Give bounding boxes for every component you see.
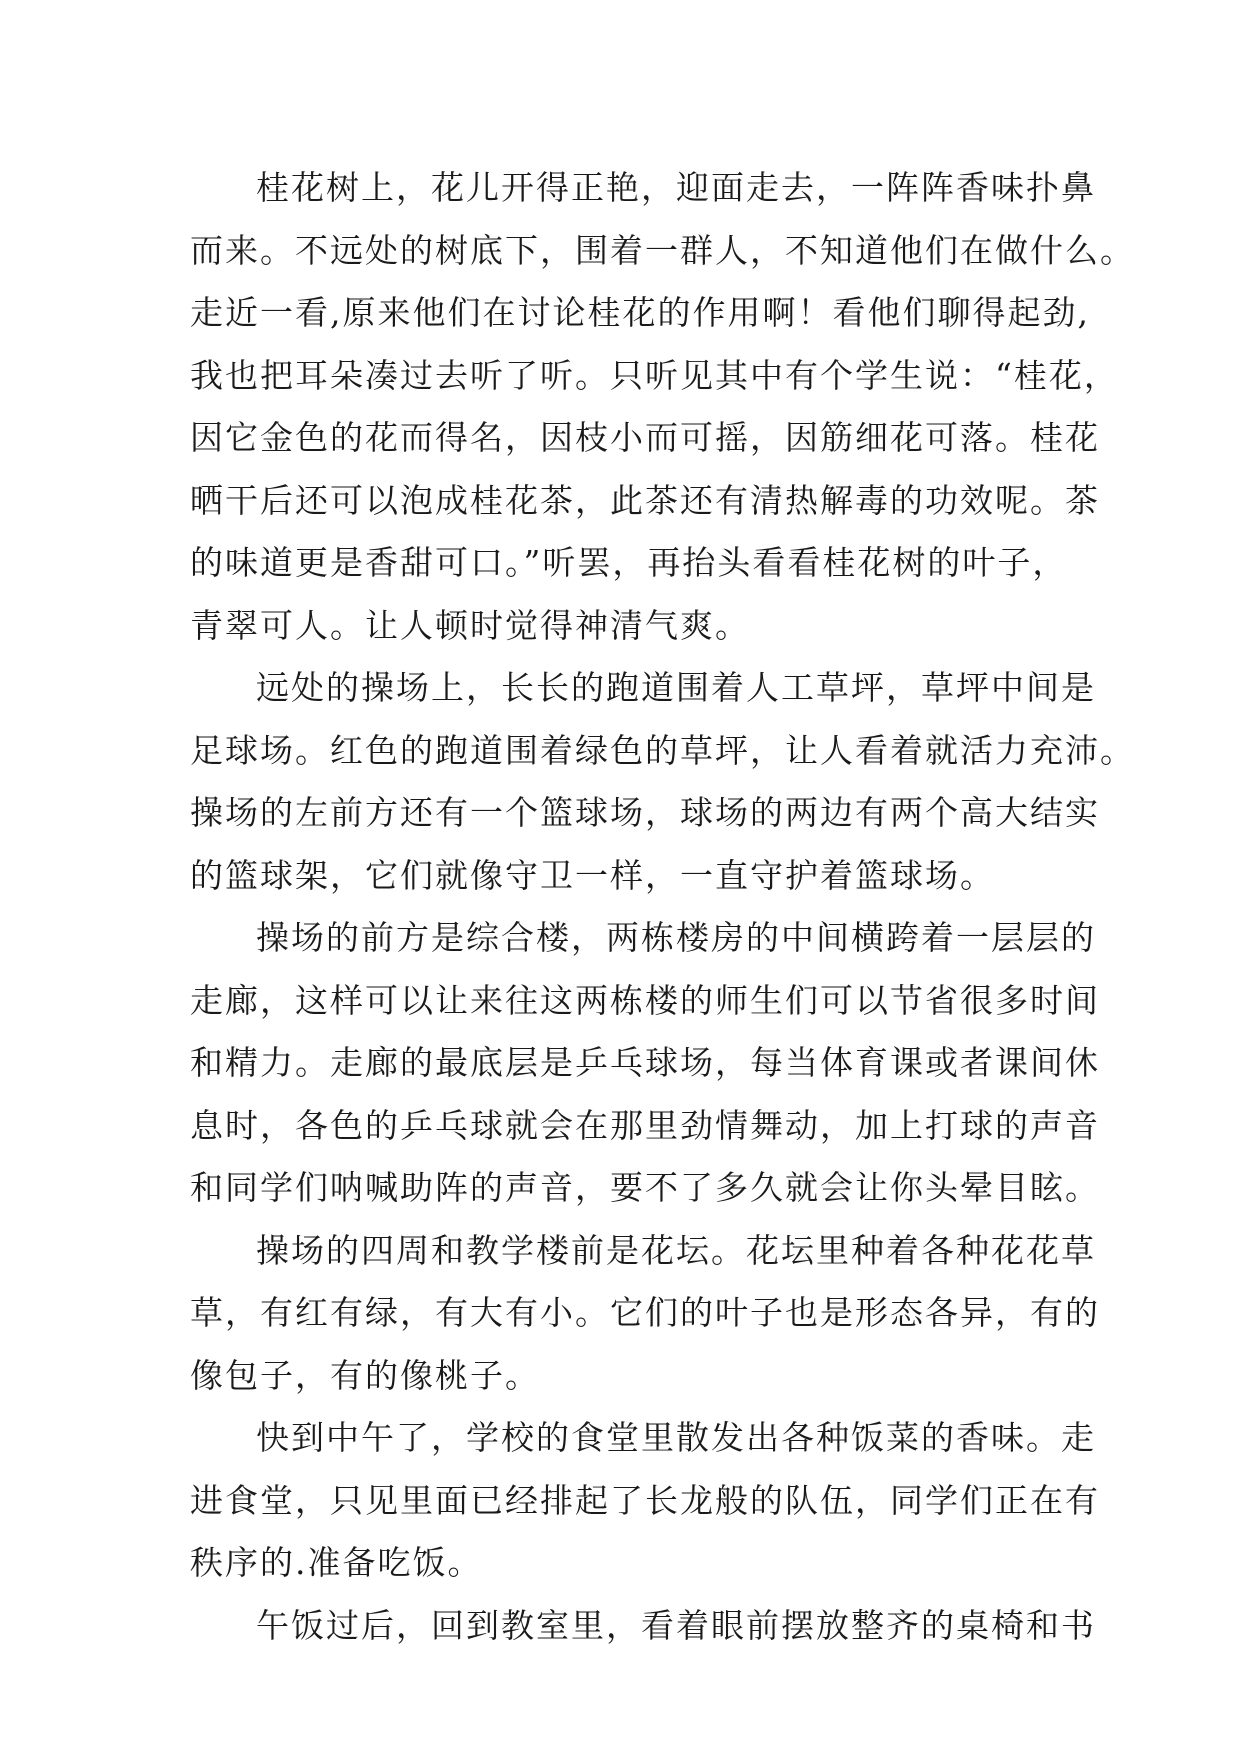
paragraph-3-line-4: 息时，各色的乒乓球就会在那里劲情舞动，加上打球的声音	[190, 1105, 1100, 1145]
paragraph-2-line-3: 操场的左前方还有一个篮球场，球场的两边有两个高大结实	[190, 793, 1100, 832]
paragraph-2-line-2: 足球场。红色的跑道围着绿色的草坪，让人看着就活力充沛。	[190, 730, 1135, 770]
paragraph-1-line-4: 我也把耳朵凑过去听了听。只听见其中有个学生说：“桂花，	[190, 355, 1119, 395]
paragraph-3-line-1: 操场的前方是综合楼，两栋楼房的中间横跨着一层层的	[256, 918, 1096, 957]
paragraph-3-line-5: 和同学们呐喊助阵的声音，要不了多久就会让你头晕目眩。	[190, 1168, 1100, 1207]
paragraph-5-line-2: 进食堂，只见里面已经排起了长龙般的队伍，同学们正在有	[190, 1480, 1100, 1520]
paragraph-6-line-1: 午饭过后，回到教室里，看着眼前摆放整齐的桌椅和书	[256, 1605, 1096, 1645]
paragraph-1-line-6: 晒干后还可以泡成桂花茶，此茶还有清热解毒的功效呢。茶	[190, 480, 1100, 520]
paragraph-1-line-5: 因它金色的花而得名，因枝小而可摇，因筋细花可落。桂花	[190, 418, 1100, 457]
paragraph-2-line-4: 的篮球架，它们就像守卫一样，一直守护着篮球场。	[190, 855, 995, 895]
paragraph-1-line-8: 青翠可人。让人顿时觉得神清气爽。	[190, 605, 750, 645]
paragraph-1-line-7: 的味道更是香甜可口。”听罢，再抬头看看桂花树的叶子，	[190, 543, 1068, 582]
document-body	[190, 157, 1135, 1657]
paragraph-4-line-3: 像包子，有的像桃子。	[190, 1355, 540, 1395]
paragraph-5-line-3: 秩序的.准备吃饭。	[190, 1543, 483, 1582]
paragraph-4-line-2: 草，有红有绿，有大有小。它们的叶子也是形态各异，有的	[190, 1293, 1100, 1332]
paragraph-5-line-1: 快到中午了，学校的食堂里散发出各种饭菜的香味。走	[256, 1418, 1096, 1457]
paragraph-1-line-2: 而来。不远处的树底下，围着一群人，不知道他们在做什么。	[190, 230, 1135, 270]
paragraph-1-line-1: 桂花树上，花儿开得正艳，迎面走去，一阵阵香味扑鼻	[256, 168, 1096, 207]
paragraph-2-line-1: 远处的操场上，长长的跑道围着人工草坪，草坪中间是	[256, 668, 1096, 707]
paragraph-3-line-3: 和精力。走廊的最底层是乒乓球场，每当体育课或者课间休	[190, 1043, 1100, 1082]
paragraph-3-line-2: 走廊，这样可以让来往这两栋楼的师生们可以节省很多时间	[190, 980, 1100, 1020]
paragraph-1-line-3: 走近一看,原来他们在讨论桂花的作用啊！看他们聊得起劲,	[190, 293, 1090, 332]
paragraph-4-line-1: 操场的四周和教学楼前是花坛。花坛里种着各种花花草	[256, 1230, 1096, 1270]
